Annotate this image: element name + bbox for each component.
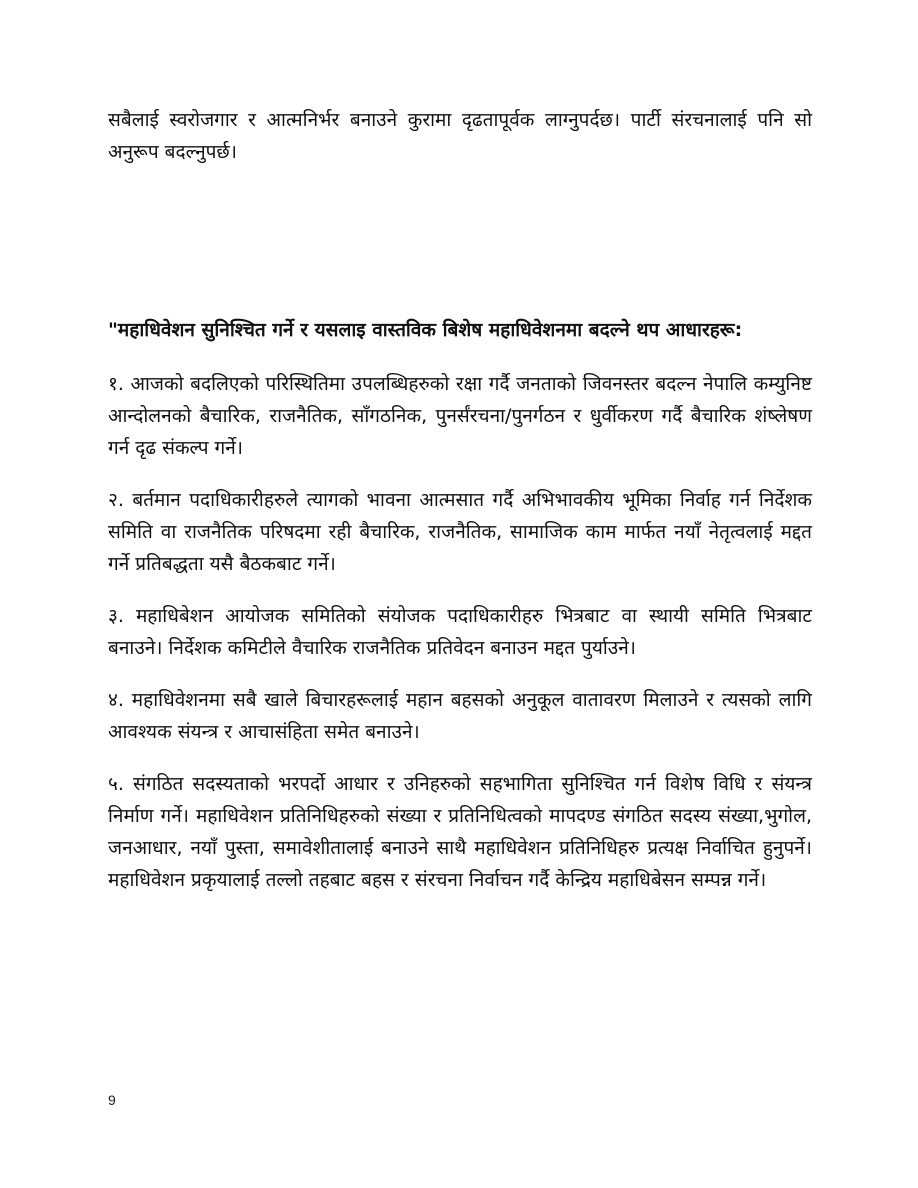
page-number: 9 [108, 1092, 116, 1108]
document-page [108, 104, 812, 916]
list-item-2: २. बर्तमान पदाधिकारीहरुले त्यागको भावना आत्मसात गर्दै अभिभावकीय भूमिका निर्वाह गर्न निर्देशक समिति वा राजनैतिक परिषदमा रही बैचारिक, राजनैतिक, सामाजिक काम मार्फत नयाँ नेतृत्वलाई मद्दत गर्ने प्रतिबद्धता यसै बैठकबाट गर्ने। [108, 489, 812, 575]
list-item-3: ३. महाधिबेशन आयोजक समितिको संयोजक पदाधिकारीहरु भित्रबाट वा स्थायी समिति भित्रबाट बनाउने। निर्देशक कमिटीले वैचारिक राजनैतिक प्रतिवेदन बनाउन मद्दत पुर्याउने। [108, 605, 812, 659]
intro-paragraph: सबैलाई स्वरोजगार र आत्मनिर्भर बनाउने कुरामा दृढतापूर्वक लाग्नुपर्दछ। पार्टी संरचनालाई पनि सो अनुरूप बदल्नुपर्छ। [108, 109, 812, 163]
section-heading: "महाधिवेशन सुनिश्चित गर्ने र यसलाइ वास्तविक बिशेष महाधिवेशनमा बदल्ने थप आधारहरू: [108, 319, 743, 341]
list-item-5: ५. संगठित सदस्यताको भरपर्दो आधार र उनिहरुको सहभागिता सुनिश्चित गर्न विशेष विधि र संयन्त्र निर्माण गर्ने। महाधिवेशन प्रतिनिधिहरुको संख्या र प्रतिनिधित्वको मापदण्ड संगठित सदस्य संख्या,भुगोल, जनआधार, नयाँ पुस्ता, समावेशीतालाई बनाउने साथै महाधिवेशन प्रतिनिधिहरु प्रत्यक्ष निर्वाचित हुनुपर्ने। महाधिवेशन प्रकृयालाई तल्लो तहबाट बहस र संरचना निर्वाचन गर्दै केन्द्रिय महाधिबेसन सम्पन्न गर्ने। [108, 773, 812, 891]
list-item-1: १. आजको बदलिएको परिस्थितिमा उपलब्धिहरुको रक्षा गर्दै जनताको जिवनस्तर बदल्न नेपालि कम्युनिष्ट आन्दोलनको बैचारिक, राजनैतिक, साँगठनिक, पुनर्संरचना/पुनर्गठन र धुर्वीकरण गर्दै बैचारिक शंष्लेषण गर्न दृढ संकल्प गर्ने। [108, 373, 812, 459]
list-item-4: ४. महाधिवेशनमा सबै खाले बिचारहरूलाई महान बहसको अनुकूल वातावरण मिलाउने र त्यसको लागि आवश्यक संयन्त्र र आचासंहिता समेत बनाउने। [108, 689, 812, 743]
